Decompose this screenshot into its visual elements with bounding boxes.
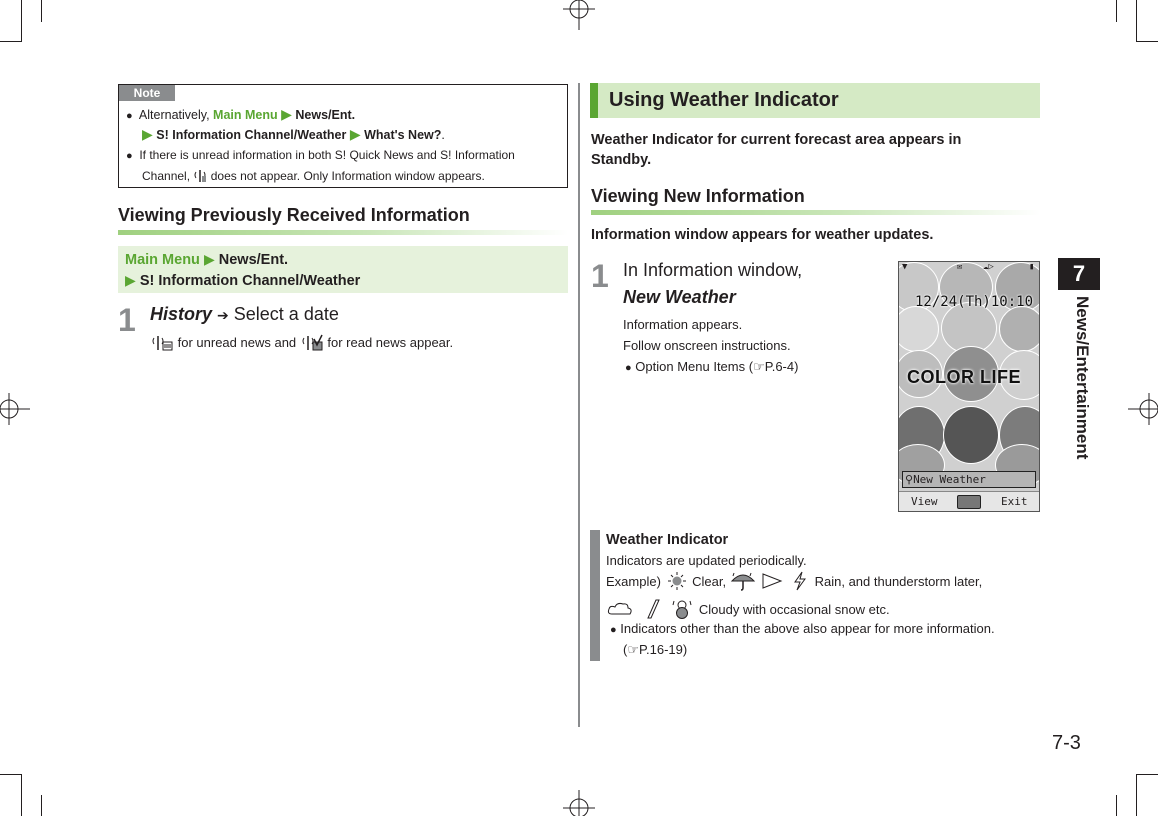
bullet-dot: ● [625, 362, 632, 374]
registration-mark-right [1128, 389, 1158, 429]
note-bullet-1: ● Alternatively, Main Menu ▶ News/Ent. [126, 106, 356, 122]
info-line: Information window appears for weather updates. [591, 227, 934, 243]
left-step-sub: for unread news and for read news appear. [150, 333, 453, 353]
section-title: Using Weather Indicator [609, 89, 839, 111]
softkey-exit[interactable]: Exit [1001, 495, 1028, 508]
mail-icon: ✉ [957, 262, 963, 272]
indicator-ref: (☞P.16-19) [623, 642, 688, 657]
pointing-hand-icon: ☞ [753, 359, 765, 374]
read-news-icon [300, 333, 324, 351]
news-antenna-icon [193, 168, 207, 183]
right-step-line-1: In Information window, [623, 260, 803, 280]
menu-path-line-2: ▶ S! Information Channel/Weather [125, 272, 361, 289]
indicator-side-bar [590, 530, 600, 661]
cloud-icon [606, 601, 634, 617]
registration-mark-left [0, 389, 30, 429]
bullet-dot: ● [126, 150, 133, 162]
unread-news-icon [150, 333, 174, 351]
indicator-bullet: ● Indicators other than the above also appear for more information. [610, 621, 995, 636]
section-banner-bar [590, 83, 598, 118]
arrow-right-icon: ▶ [125, 272, 136, 288]
note-bullet-2: ● If there is unread information in both S! Quick News and S! Information [126, 148, 515, 162]
thunder-icon [789, 571, 811, 591]
occasional-icon [638, 599, 666, 619]
registration-mark-top [559, 0, 599, 30]
indicator-line-2: Example) Clear, Rain, and thunderstorm later, [606, 571, 982, 592]
chapter-number: 7 [1058, 258, 1100, 290]
umbrella-icon [730, 571, 756, 591]
indicator-line-3: Cloudy with occasional snow etc. [606, 599, 890, 620]
arrow-right-icon: ▶ [142, 126, 153, 142]
right-step-number: 1 [591, 258, 609, 294]
registration-mark-bottom [559, 790, 599, 816]
arrow-right-icon: ▶ [349, 126, 361, 142]
left-step-number: 1 [118, 302, 136, 338]
phone-screen [898, 261, 1040, 512]
snowman-icon [669, 599, 695, 619]
arrow-right-icon: ▶ [281, 106, 292, 122]
softkey-view[interactable]: View [911, 495, 938, 508]
bullet-dot: ● [610, 624, 617, 636]
right-step-sub-3: ● Option Menu Items (☞P.6-4) [625, 359, 799, 374]
weather-status-icon: ☁▷ [983, 262, 994, 272]
battery-icon: ▮ [1029, 262, 1035, 272]
right-step-sub-1: Information appears. [623, 317, 743, 332]
indicator-line-1: Indicators are updated periodically. [606, 553, 807, 568]
antenna-icon: ⚲ [905, 473, 914, 486]
status-bar [899, 262, 1039, 274]
phone-brand: COLOR LIFE [907, 367, 1021, 387]
chapter-title: News/Entertainment [1073, 296, 1092, 460]
phone-notice-bar[interactable]: ⚲New Weather [902, 471, 1036, 488]
column-divider [578, 83, 580, 727]
menu-path-line-1: Main Menu ▶ News/Ent. [125, 251, 289, 268]
bullet-dot: ● [126, 110, 133, 122]
softkey-center-icon[interactable] [957, 495, 981, 509]
left-heading-underline [118, 230, 568, 235]
sun-icon [665, 572, 689, 590]
right-subheading: Viewing New Information [591, 186, 805, 206]
note-bullet-1-cont: ▶ S! Information Channel/Weather ▶ What's New?. [142, 126, 445, 142]
right-step-line-2: New Weather [623, 287, 736, 307]
signal-icon: ▼ [902, 262, 908, 272]
right-step-sub-2: Follow onscreen instructions. [623, 338, 791, 353]
indicator-title: Weather Indicator [606, 532, 729, 548]
left-heading: Viewing Previously Received Information [118, 205, 470, 225]
lead-text: Weather Indicator for current forecast area appears in Standby. [591, 132, 962, 168]
note-bullet-2-cont: Channel, does not appear. Only Information window appears. [142, 169, 485, 183]
right-subheading-underline [591, 210, 1040, 215]
arrow-later-icon [759, 572, 785, 590]
page-number: 7-3 [1052, 732, 1081, 754]
arrow-right-icon: ▶ [203, 251, 215, 267]
phone-softkey-bar [899, 491, 1039, 512]
phone-datetime: 12/24(Th)10:10 [915, 294, 1034, 310]
note-tab: Note [119, 85, 175, 101]
pointing-hand-icon: ☞ [627, 642, 639, 657]
left-step-text: History ➔ Select a date [150, 304, 339, 324]
